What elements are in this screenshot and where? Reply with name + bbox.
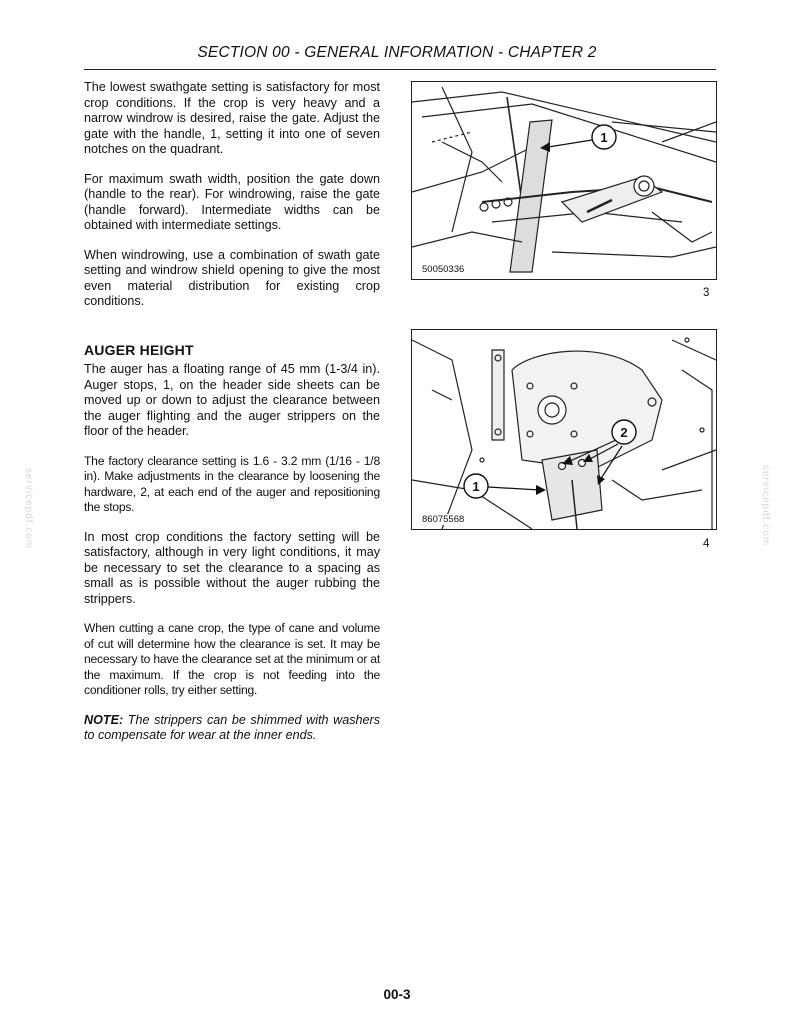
- figure-3-callout-1-label: 1: [600, 130, 608, 145]
- figure-4-illustration: [412, 330, 716, 529]
- section-heading-auger-height: AUGER HEIGHT: [84, 341, 194, 358]
- figure-3-code: 50050336: [422, 264, 465, 275]
- page-number: 00-3: [383, 987, 411, 1002]
- watermark-right: servicepdf.com: [760, 465, 771, 547]
- watermark-left: servicepdf.com: [23, 468, 34, 550]
- figure-3-illustration: [412, 82, 716, 279]
- figure-4-auger-stops: [411, 329, 717, 530]
- figure-4-callout-1-label: 1: [472, 479, 480, 494]
- page-header-title: SECTION 00 - GENERAL INFORMATION - CHAPTER 2: [197, 44, 597, 61]
- paragraph-swathgate: The lowest swathgate setting is satisfactory for most crop conditions. If the crop is very heavy and a narrow windrow is desired, raise the gate. Adjust the gate with the handle, 1, setting it into one of seven notches on the quadrant.: [84, 80, 380, 156]
- figure-4-number: 4: [703, 538, 710, 550]
- paragraph-factory-clearance: The factory clearance setting is 1.6 - 3.2 mm (1/16 - 1/8 in). Make adjustments in the clearance by loosening the hardware, 2, at each end of the auger and repositioning the stops.: [84, 453, 380, 514]
- note: [84, 713, 380, 744]
- paragraph-cane-crop: When cutting a cane crop, the type of cane and volume of cut will determine how the clearance is set. It may be necessary to have the clearance set at the minimum or at the maximum. If the crop is not feeding into the conditioner rolls, try either setting.: [84, 621, 380, 697]
- text-column: [84, 80, 380, 758]
- figure-4-callout-1: [464, 474, 546, 498]
- figure-4-code: 86075568: [422, 514, 465, 525]
- paragraph-auger-range: The auger has a floating range of 45 mm (1-3/4 in). Auger stops, 1, on the header side sheets can be moved up or down to adjust the clearance between the auger flighting and the auger strippers on the floor of the header.: [84, 362, 380, 438]
- note-text: The strippers can be shimmed with washers to compensate for wear at the inner ends.: [84, 712, 380, 742]
- figure-3-swathgate-handle: [411, 81, 717, 280]
- figure-4-callout-2-label: 2: [620, 425, 628, 440]
- paragraph-windrowing: When windrowing, use a combination of swath gate setting and windrow shield opening to give the most even material distribution for existing crop conditions.: [84, 247, 380, 308]
- figure-3-number: 3: [703, 287, 710, 299]
- paragraph-crop-conditions: In most crop conditions the factory setting will be satisfactory, although in very light conditions, it may be necessary to set the clearance to a spacing as small as is possible without the auger rubbing the strippers.: [84, 529, 380, 606]
- paragraph-swath-width: For maximum swath width, position the gate down (handle to the rear). For windrowing, raise the gate (handle forward). Intermediate widths can be obtained with intermediate settings.: [84, 171, 380, 232]
- header-rule: [84, 69, 716, 70]
- note-label: NOTE:: [84, 712, 124, 727]
